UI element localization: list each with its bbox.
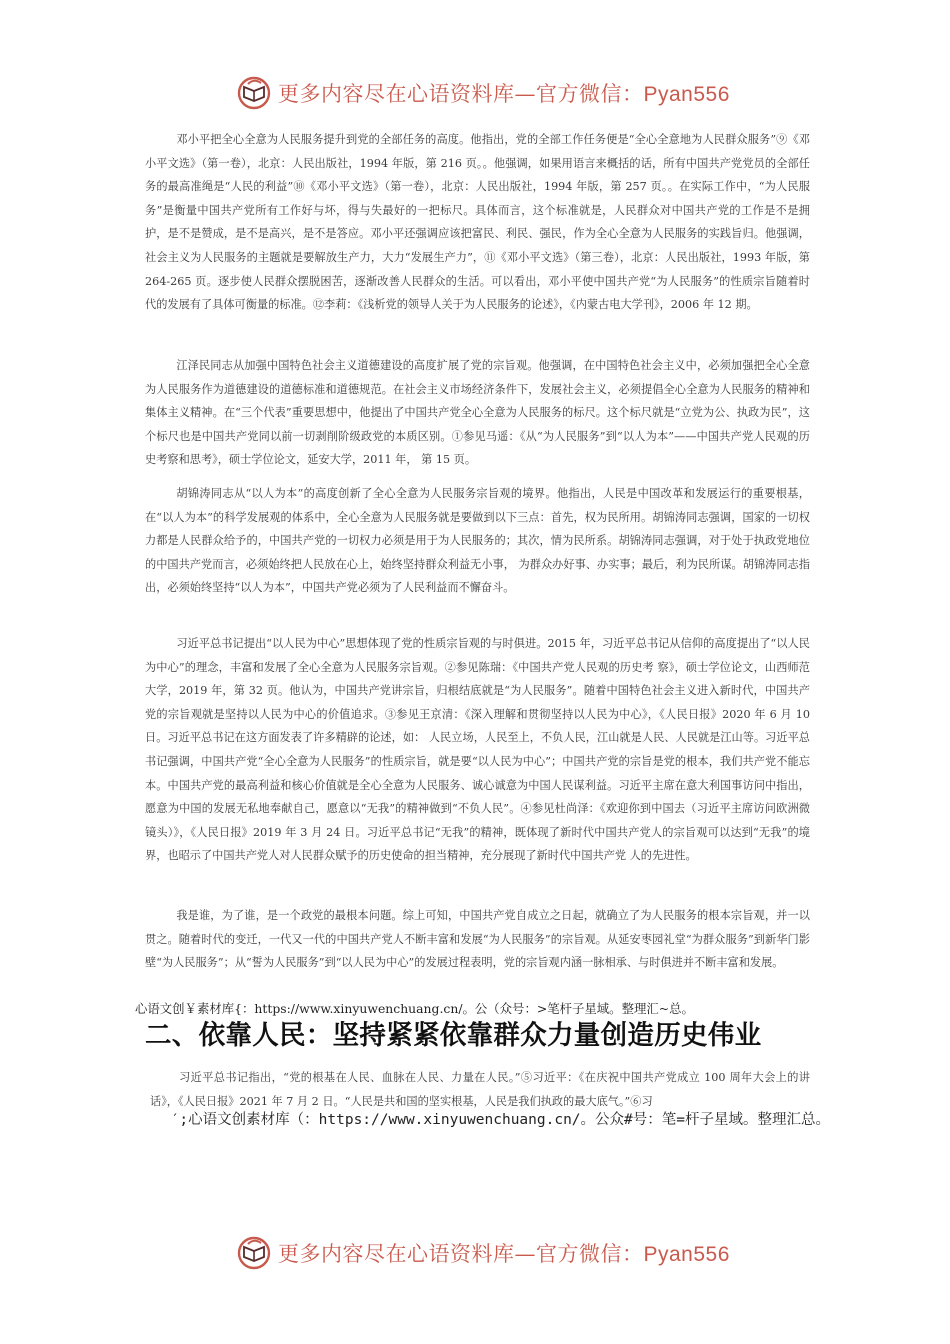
footer-banner	[236, 1233, 736, 1273]
banner-text: 更多内容尽在心语资料库—官方微信：Pyan556	[278, 1242, 730, 1266]
banner-wechat-id: Pyan556	[643, 1243, 730, 1266]
paragraph-xi-jinping: 习近平总书记提出“以人民为中心”思想体现了党的性质宗旨观的与时俱进。2015 年，习近平总书记从信仰的高度提出了“以人民为中心”的理念，丰富和发展了全心全意为人民服务宗旨观。②参见陈瑞：《中国共产党人民观的历史考 察》，硕士学位论文，山西师范大学，2019 年，第 32 页。他认为，中国共产党讲宗旨，归根结底就是“为人民服务”。随着中国特色社会主义进入新时代，中国共产党的宗旨观就是坚持以人民为中心的价值追求。③参见王京清：《深入理解和贯彻坚持以人民为中心》，《人民日报》2020 年 6 月 10 日。习近平总书记在这方面发表了许多精辟的论述，如： 人民立场，人民至上，不负人民，江山就是人民、人民就是江山等。习近平总书记强调，中国共产党“全心全意为人民服务”的性质宗旨，就是要“以人民为中心”；中国共产党的宗旨是党的根本，我们共产党不能忘本。中国共产党的最高利益和核心价值就是全心全意为人民服务、诚心诚意为中国人民谋利益。习近平主席在意大利国事访问中指出，愿意为中国的发展无私地奉献自己，愿意以“无我”的精神做到“不负人民”。④参见杜尚泽：《欢迎你到中国去（习近平主席访问欧洲微镜头）》，《人民日报》2019 年 3 月 24 日。习近平总书记“无我”的精神，既体现了新时代中国共产党人的宗旨观可以达到“无我”的境界，也昭示了中国共产党人对人民群众赋予的历史使命的担当精神，充分展现了新时代中国共产党 人的先进性。	[145, 637, 810, 863]
banner-text: 更多内容尽在心语资料库—官方微信：Pyan556	[278, 82, 730, 106]
section-heading: 二、依靠人民：坚持紧紧依靠群众力量创造历史伟业	[145, 1020, 762, 1051]
source-watermark-line: 心语文创￥素材库{：https://www.xinyuwenchuang.cn/。公（众号：>笔杆子星域。整理汇~总。	[135, 1001, 694, 1016]
footer-source-line: ′;心语文创素材库（：https://www.xinyuwenchuang.cn/。公众#号：笔=杆子星域。整理汇总。	[170, 1112, 830, 1128]
paragraph-jiang-zemin: 江泽民同志从加强中国特色社会主义道德建设的高度扩展了党的宗旨观。他强调，在中国特色社会主义中，必须加强把全心全意为人民服务作为道德建设的道德标准和道德规范。在社会主义市场经济条件下，发展社会主义，必须提倡全心全意为人民服务的精神和集体主义精神。在“三个代表”重要思想中，他提出了中国共产党全心全意为人民服务的标尺。这个标尺就是“立党为公、执政为民”，这个标尺也是中国共产党同以前一切剥削阶级政党的本质区别。①参见马遥：《从“为人民服务”到“以人为本”——中国共产党人民观的历史考察和思考》，硕士学位论文，延安大学，2011 年， 第 15 页。	[145, 359, 810, 467]
paragraph-section-intro: 习近平总书记指出，“党的根基在人民、血脉在人民、力量在人民。”⑤习近平：《在庆祝中国共产党成立 100 周年大会上的讲话》，《人民日报》2021 年 7 月 2 日。“人民是共和国的坚实根基，人民是我们执政的最大底气。”⑥习	[150, 1071, 810, 1108]
banner-wechat-id: Pyan556	[643, 83, 730, 106]
book-logo-icon	[236, 75, 272, 111]
header-banner	[236, 73, 736, 113]
book-logo-icon	[236, 1235, 272, 1271]
paragraph-summary: 我是谁，为了谁，是一个政党的最根本问题。综上可知，中国共产党自成立之日起，就确立了为人民服务的根本宗旨观，并一以贯之。随着时代的变迁，一代又一代的中国共产党人不断丰富和发展“为人民服务”的宗旨观。从延安枣园礼堂“为群众服务”到新华门影壁“为人民服务”；从“誓为人民服务”到“以人民为中心”的发展过程表明，党的宗旨观内涵一脉相承、与时俱进并不断丰富和发展。	[145, 909, 810, 970]
paragraph-deng-xiaoping: 邓小平把全心全意为人民服务提升到党的全部任务的高度。他指出，党的全部工作任务便是“全心全意地为人民群众服务”⑨《邓小平文选》（第一卷），北京：人民出版社，1994 年版，第 216 页。。他强调，如果用语言来概括的话，所有中国共产党党员的全部任务的最高准绳是“人民的利益”⑩《邓小平文选》（第一卷），北京：人民出版社，1994 年版，第 257 页。。在实际工作中，“为人民服务”是衡量中国共产党所有工作好与坏，得与失最好的一把标尺。具体而言，这个标准就是，人民群众对中国共产党的工作是不是拥护，是不是赞成，是不是高兴，是不是答应。邓小平还强调应该把富民、利民、强民，作为全心全意为人民服务的实践旨归。他强调，社会主义为人民服务的主题就是要解放生产力，大力“发展生产力”，⑪《邓小平文选》（第三卷），北京：人民出版社，1993 年版，第 264-265 页。逐步使人民群众摆脱困苦，逐渐改善人民群众的生活。可以看出，邓小平使中国共产党“为人民服务”的性质宗旨随着时代的发展有了具体可衡量的标准。⑫李莉：《浅析党的领导人关于为人民服务的论述》，《内蒙古电大学刊》，2006 年 12 期。	[145, 133, 810, 312]
paragraph-hu-jintao: 胡锦涛同志从“以人为本”的高度创新了全心全意为人民服务宗旨观的境界。他指出，人民是中国改革和发展运行的重要根基，在“以人为本”的科学发展观的体系中，全心全意为人民服务就是要做到以下三点：首先，权为民所用。胡锦涛同志强调，国家的一切权力都是人民群众给予的，中国共产党的一切权力必须是用于为人民服务的；其次，情为民所系。胡锦涛同志强调，对于处于执政党地位的中国共产党而言，必须始终把人民放在心上，始终坚持群众利益无小事， 为群众办好事、办实事；最后，利为民所谋。胡锦涛同志指出，必须始终坚持“以人为本”，中国共产党必须为了人民利益而不懈奋斗。	[145, 487, 810, 595]
